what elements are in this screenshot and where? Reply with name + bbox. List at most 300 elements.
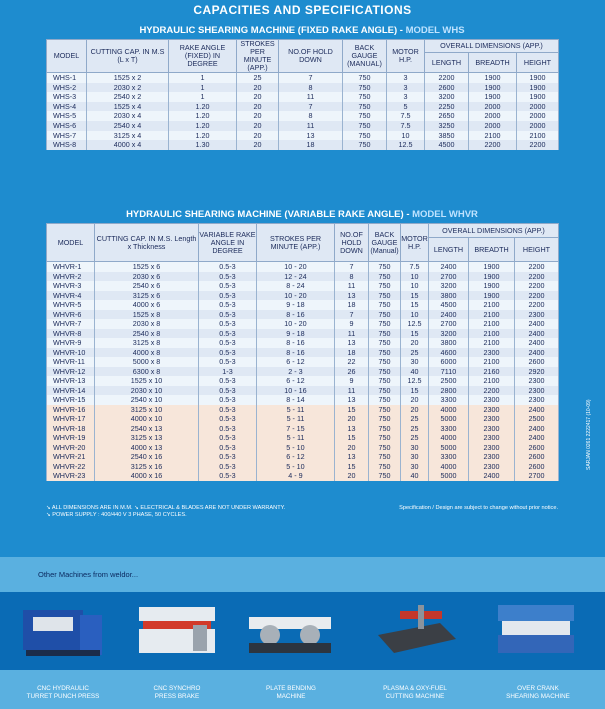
table-cell: 750 [369, 367, 401, 377]
table-cell: 0.5-3 [199, 348, 257, 358]
table-cell: 10 [401, 281, 429, 291]
table-cell: 1.20 [169, 131, 237, 141]
table-cell: 750 [369, 471, 401, 481]
table-row [47, 281, 559, 291]
table-cell: 2400 [515, 319, 559, 329]
table-cell: 2600 [515, 443, 559, 453]
table-cell: 15 [401, 291, 429, 301]
table-cell: 2800 [429, 386, 469, 396]
table-cell: 750 [343, 102, 387, 112]
table-cell: 0.5-3 [199, 452, 257, 462]
header-overall-dimensions: OVERALL DIMENSIONS (APP.) [425, 40, 559, 53]
table-cell: 10 [401, 272, 429, 282]
table-cell: 2200 [469, 140, 517, 150]
table-cell: 20 [335, 414, 369, 424]
variable-rake-table [46, 223, 559, 481]
table-cell: WHVR-19 [47, 433, 95, 443]
table-row [47, 83, 559, 93]
header-hold-down: NO.OF HOLD DOWN [335, 224, 369, 262]
subheader-breadth: BREADTH [469, 53, 517, 73]
table-cell: 3250 [425, 121, 469, 131]
table-cell: 0.5-3 [199, 310, 257, 320]
table-cell: 2400 [515, 348, 559, 358]
table-cell: 9 [335, 319, 369, 329]
machine-label-line2: MACHINE [276, 692, 306, 700]
table-cell: 2300 [515, 386, 559, 396]
table-cell: 5 [387, 102, 425, 112]
table-cell: 2920 [515, 367, 559, 377]
table-cell: 13 [335, 452, 369, 462]
table-cell: WHVR-21 [47, 452, 95, 462]
table-cell: 3125 x 16 [95, 462, 199, 472]
table-cell: 0.5-3 [199, 433, 257, 443]
table-cell: 2200 [515, 262, 559, 272]
table2-title [46, 206, 558, 223]
table2-model-label: MODEL WHVR [412, 209, 478, 220]
table-cell: 750 [369, 272, 401, 282]
table-row [47, 329, 559, 339]
table-cell: 22 [335, 357, 369, 367]
table-cell: 1900 [469, 83, 517, 93]
table-cell: WHVR-15 [47, 395, 95, 405]
table-cell: 8 [279, 111, 343, 121]
table-row [47, 414, 559, 424]
table-cell: 10 [401, 310, 429, 320]
table-cell: 2600 [515, 357, 559, 367]
subheader-height: HEIGHT [517, 53, 559, 73]
table-cell: 4600 [429, 348, 469, 358]
machine-label-line2: PRESS BRAKE [154, 692, 200, 700]
table-cell: 2100 [517, 131, 559, 141]
table-cell: 2100 [469, 338, 515, 348]
table-cell: 8 - 16 [257, 310, 335, 320]
table-cell: 750 [369, 348, 401, 358]
table-cell: WHVR-13 [47, 376, 95, 386]
table-cell: 0.5-3 [199, 262, 257, 272]
table-cell: WHS-5 [47, 111, 87, 121]
table-cell: 20 [237, 102, 279, 112]
table-cell: 2400 [515, 329, 559, 339]
table-cell: 2600 [425, 83, 469, 93]
table-cell: 2300 [469, 405, 515, 415]
table-cell: 3 [387, 73, 425, 83]
table-cell: 750 [343, 111, 387, 121]
table-cell: 2100 [469, 376, 515, 386]
table-cell: 40 [401, 367, 429, 377]
table-cell: 5000 x 8 [95, 357, 199, 367]
table-cell: 9 - 18 [257, 329, 335, 339]
subheader-breadth: BREADTH [469, 238, 515, 262]
table-cell: 1.20 [169, 111, 237, 121]
header-strokes: STROKES PER MINUTE (APP.) [237, 40, 279, 73]
table-cell: 4000 x 10 [95, 414, 199, 424]
table-cell: 3300 [429, 452, 469, 462]
table-cell: WHVR-22 [47, 462, 95, 472]
table-cell: 750 [369, 357, 401, 367]
table-cell: 4000 x 6 [95, 300, 199, 310]
table-cell: 0.5-3 [199, 300, 257, 310]
table-cell: 2540 x 10 [95, 395, 199, 405]
table-cell: 20 [237, 83, 279, 93]
machine-label-turret-punch [8, 685, 118, 700]
table-cell: 8 [335, 272, 369, 282]
table-cell: 18 [335, 348, 369, 358]
turret-punch-press-image [18, 595, 108, 665]
table-cell: 5 - 10 [257, 443, 335, 453]
table-cell: 2400 [469, 471, 515, 481]
table-cell: 2030 x 8 [95, 319, 199, 329]
table-cell: WHVR-1 [47, 262, 95, 272]
table-cell: 750 [369, 338, 401, 348]
table-row [47, 262, 559, 272]
footnote-power: ↘ POWER SUPPLY : 400/440 V 3 PHASE, 50 CYCLES. [46, 512, 187, 518]
table-row [47, 395, 559, 405]
table-cell: 4000 x 8 [95, 348, 199, 358]
table-cell: WHVR-7 [47, 319, 95, 329]
table-row [47, 319, 559, 329]
machine-label-line2: TURRET PUNCH PRESS [26, 692, 100, 700]
table-cell: 2000 [469, 102, 517, 112]
table-cell: 1.20 [169, 121, 237, 131]
table-cell: 2500 [429, 376, 469, 386]
table-cell: 18 [335, 300, 369, 310]
table-cell: 4000 [429, 433, 469, 443]
table-cell: 8 - 16 [257, 348, 335, 358]
table-cell: 5 - 11 [257, 405, 335, 415]
table-cell: 2030 x 6 [95, 272, 199, 282]
table-row [47, 367, 559, 377]
table-row [47, 405, 559, 415]
header-motor: MOTOR H.P. [401, 224, 429, 262]
table-cell: WHS-3 [47, 92, 87, 102]
header-cutting-cap: CUTTING CAP. IN M.S (L x T) [87, 40, 169, 73]
table-cell: 750 [343, 140, 387, 150]
header-rake-angle: VARIABLE RAKE ANGLE IN DEGREE [199, 224, 257, 262]
table-cell: 2000 [469, 111, 517, 121]
table-row [47, 433, 559, 443]
table-cell: 0.5-3 [199, 424, 257, 434]
subheader-length: LENGTH [425, 53, 469, 73]
table-cell: 3125 x 10 [95, 405, 199, 415]
table-cell: 10 - 16 [257, 386, 335, 396]
table-cell: 3850 [425, 131, 469, 141]
table-cell: 15 [401, 386, 429, 396]
table-cell: 1.20 [169, 102, 237, 112]
table-cell: 25 [401, 433, 429, 443]
table-cell: 11 [335, 329, 369, 339]
table-cell: 6 - 12 [257, 376, 335, 386]
table-cell: 2100 [469, 357, 515, 367]
table-cell: 8 - 14 [257, 395, 335, 405]
table-cell: 6 - 12 [257, 357, 335, 367]
table-cell: 750 [343, 83, 387, 93]
plasma-cutting-image [370, 595, 460, 665]
table-cell: 0.5-3 [199, 414, 257, 424]
table-cell: 2400 [515, 338, 559, 348]
subheader-height: HEIGHT [515, 238, 559, 262]
table-cell: 13 [335, 291, 369, 301]
machine-label-press-brake [122, 685, 232, 700]
table2-title-text: HYDRAULIC SHEARING MACHINE (VARIABLE RAKE ANGLE) - [126, 209, 413, 220]
table-cell: 1525 x 10 [95, 376, 199, 386]
table-cell: 4000 x 13 [95, 443, 199, 453]
header-hold-down: NO.OF HOLD DOWN [279, 40, 343, 73]
footnote-disclaimer: Specification / Design are subject to change without prior notice. [399, 505, 558, 511]
table-row [47, 291, 559, 301]
table-cell: 2300 [515, 376, 559, 386]
table1-model-label: MODEL WHS [405, 25, 465, 36]
table-cell: 5 - 11 [257, 433, 335, 443]
table-cell: 750 [369, 329, 401, 339]
header-cutting-cap: CUTTING CAP. IN M.S. Length x Thickness [95, 224, 199, 262]
table-cell: WHVR-11 [47, 357, 95, 367]
table-row [47, 338, 559, 348]
header-back-gauge: BACK GAUGE (MANUAL) [343, 40, 387, 73]
table-row [47, 386, 559, 396]
table1-title [46, 22, 558, 39]
table-cell: 750 [369, 281, 401, 291]
table-cell: 0.5-3 [199, 329, 257, 339]
table-cell: 2100 [469, 329, 515, 339]
table-cell: 2100 [469, 319, 515, 329]
table-cell: 3 [387, 83, 425, 93]
other-machines-heading: Other Machines from weldor... [38, 570, 139, 579]
table-cell: 2300 [469, 452, 515, 462]
table-cell: 2300 [469, 348, 515, 358]
table-cell: WHVR-9 [47, 338, 95, 348]
table-cell: 0.5-3 [199, 376, 257, 386]
table-cell: WHVR-18 [47, 424, 95, 434]
table1-title-text: HYDRAULIC SHEARING MACHINE (FIXED RAKE ANGLE) - [139, 25, 406, 36]
table-cell: WHVR-4 [47, 291, 95, 301]
table-cell: 0.5-3 [199, 319, 257, 329]
header-motor: MOTOR H.P. [387, 40, 425, 73]
table-cell: 1525 x 8 [95, 310, 199, 320]
table-cell: 2 - 3 [257, 367, 335, 377]
table-cell: WHVR-5 [47, 300, 95, 310]
table-cell: 2540 x 8 [95, 329, 199, 339]
table-cell: 3800 [429, 338, 469, 348]
table-cell: 0.5-3 [199, 405, 257, 415]
table-cell: 2300 [515, 395, 559, 405]
table-cell: 0.5-3 [199, 291, 257, 301]
table-cell: 2100 [469, 310, 515, 320]
table-cell: 0.5-3 [199, 395, 257, 405]
table-cell: 2300 [469, 424, 515, 434]
table-cell: WHVR-8 [47, 329, 95, 339]
table-row [47, 462, 559, 472]
table-cell: 12.5 [387, 140, 425, 150]
table-cell: 6300 x 8 [95, 367, 199, 377]
table-cell: 13 [279, 131, 343, 141]
table-cell: 1525 x 6 [95, 262, 199, 272]
table-cell: 2700 [429, 272, 469, 282]
table-cell: 25 [237, 73, 279, 83]
over-crank-shearing-image [492, 595, 582, 665]
table-cell: 11 [279, 121, 343, 131]
table-cell: 4000 x 4 [87, 140, 169, 150]
table-cell: 2300 [469, 414, 515, 424]
table-cell: 0.5-3 [199, 357, 257, 367]
table-cell: 6000 [429, 357, 469, 367]
machine-label-line1: PLATE BENDING [266, 685, 316, 692]
table-cell: WHS-6 [47, 121, 87, 131]
header-back-gauge: BACK GAUGE (Manual) [369, 224, 401, 262]
table-cell: 750 [369, 405, 401, 415]
table-cell: 20 [237, 111, 279, 121]
table-cell: 3 [387, 92, 425, 102]
table-cell: WHS-1 [47, 73, 87, 83]
variable-rake-section [46, 206, 558, 481]
table-cell: 15 [335, 462, 369, 472]
table-cell: 3300 [429, 395, 469, 405]
table-cell: 1 [169, 73, 237, 83]
table-cell: 750 [343, 131, 387, 141]
table-cell: 3125 x 8 [95, 338, 199, 348]
table-cell: 5000 [429, 414, 469, 424]
table-cell: 5000 [429, 443, 469, 453]
table-cell: 2650 [425, 111, 469, 121]
table-row [47, 452, 559, 462]
table-cell: 2000 [517, 111, 559, 121]
table-cell: 7 [279, 73, 343, 83]
table-cell: WHVR-10 [47, 348, 95, 358]
table-cell: 2540 x 6 [95, 281, 199, 291]
table-cell: 25 [401, 348, 429, 358]
table-cell: 1900 [517, 73, 559, 83]
table-cell: 750 [369, 424, 401, 434]
table-cell: 20 [335, 471, 369, 481]
table-row [47, 73, 559, 83]
table-cell: 2400 [515, 424, 559, 434]
table-row [47, 272, 559, 282]
table-cell: 30 [401, 443, 429, 453]
table-cell: 2600 [515, 462, 559, 472]
table-cell: 750 [369, 462, 401, 472]
table-cell: 0.5-3 [199, 471, 257, 481]
table-row [47, 471, 559, 481]
table-cell: 5000 [429, 471, 469, 481]
table-cell: 30 [401, 452, 429, 462]
table-cell: 8 - 24 [257, 281, 335, 291]
table-cell: 25 [401, 424, 429, 434]
table-cell: 1-3 [199, 367, 257, 377]
table-cell: 0.5-3 [199, 443, 257, 453]
table-cell: 20 [335, 443, 369, 453]
table-cell: 7 - 15 [257, 424, 335, 434]
table-cell: 15 [401, 300, 429, 310]
table-row [47, 300, 559, 310]
table-cell: 2160 [469, 367, 515, 377]
side-print-code: SARJAN 0261 2222417 (10-09) [586, 399, 592, 470]
table-cell: 11 [335, 386, 369, 396]
table-cell: 11 [335, 281, 369, 291]
table-cell: 26 [335, 367, 369, 377]
table-cell: 20 [401, 338, 429, 348]
table-cell: 7.5 [401, 262, 429, 272]
table-row [47, 131, 559, 141]
table-cell: 2540 x 2 [87, 92, 169, 102]
plate-bending-image [245, 595, 335, 665]
header-overall-dimensions: OVERALL DIMENSIONS (APP.) [429, 224, 559, 238]
machine-label-line1: CNC HYDRAULIC [37, 685, 89, 692]
header-model: MODEL [47, 224, 95, 262]
table-cell: 7 [335, 262, 369, 272]
table-cell: 750 [369, 262, 401, 272]
table-cell: 1900 [517, 83, 559, 93]
table-cell: 750 [369, 291, 401, 301]
table-cell: 2200 [517, 140, 559, 150]
table-cell: 2400 [515, 405, 559, 415]
table-cell: 750 [369, 310, 401, 320]
table-cell: 4500 [425, 140, 469, 150]
table-cell: 2200 [469, 386, 515, 396]
table-cell: 2400 [429, 310, 469, 320]
table-cell: 2300 [515, 310, 559, 320]
fixed-rake-section [46, 22, 558, 150]
table-cell: 40 [401, 471, 429, 481]
table-cell: 20 [237, 121, 279, 131]
table-cell: 0.5-3 [199, 462, 257, 472]
table-cell: 2100 [469, 131, 517, 141]
table-cell: 3125 x 13 [95, 433, 199, 443]
table-cell: 6 - 12 [257, 452, 335, 462]
table-cell: 12.5 [401, 376, 429, 386]
table-cell: 9 [335, 376, 369, 386]
table-cell: WHS-2 [47, 83, 87, 93]
table-cell: 30 [401, 357, 429, 367]
fixed-rake-table [46, 39, 559, 150]
machine-label-plate-bending [236, 685, 346, 700]
machine-label-over-crank [483, 685, 593, 700]
table-cell: 0.5-3 [199, 281, 257, 291]
table-row [47, 310, 559, 320]
machine-label-plasma-cutting [360, 685, 470, 700]
table-cell: WHVR-23 [47, 471, 95, 481]
table-cell: 1900 [517, 92, 559, 102]
table-cell: 750 [343, 121, 387, 131]
table-cell: 750 [369, 433, 401, 443]
table-cell: 750 [369, 300, 401, 310]
table-cell: 10 - 20 [257, 319, 335, 329]
table-cell: 20 [401, 395, 429, 405]
table-row [47, 92, 559, 102]
header-strokes: STROKES PER MINUTE (APP.) [257, 224, 335, 262]
table-cell: WHS-4 [47, 102, 87, 112]
table-cell: 13 [335, 395, 369, 405]
table-row [47, 140, 559, 150]
table-cell: 3200 [429, 281, 469, 291]
table-cell: 15 [401, 329, 429, 339]
table-cell: WHVR-12 [47, 367, 95, 377]
table-cell: 30 [401, 462, 429, 472]
table-cell: 2540 x 16 [95, 452, 199, 462]
table-cell: 4000 x 16 [95, 471, 199, 481]
table-cell: 8 - 16 [257, 338, 335, 348]
table-cell: 20 [237, 92, 279, 102]
table-cell: 1900 [469, 281, 515, 291]
table-cell: 2600 [515, 452, 559, 462]
table-cell: 4500 [429, 300, 469, 310]
table-cell: 12.5 [401, 319, 429, 329]
table-cell: 1900 [469, 92, 517, 102]
table-cell: 2540 x 4 [87, 121, 169, 131]
table-cell: 1525 x 2 [87, 73, 169, 83]
table-cell: 3200 [429, 329, 469, 339]
table-cell: 2540 x 13 [95, 424, 199, 434]
table-cell: WHS-8 [47, 140, 87, 150]
table-cell: 9 - 18 [257, 300, 335, 310]
